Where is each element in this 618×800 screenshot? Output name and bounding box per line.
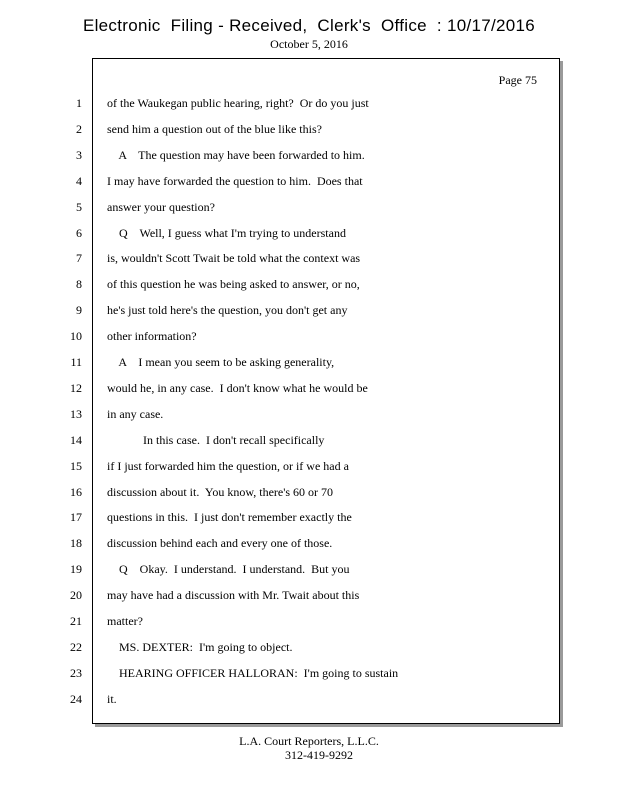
line-number-value: 11 — [70, 355, 82, 369]
transcript-date: October 5, 2016 — [270, 37, 348, 51]
page-number: Page 75 — [498, 73, 537, 87]
line-number-value: 15 — [70, 459, 82, 473]
transcript-line-text: of the Waukegan public hearing, right? Or do you just — [107, 96, 369, 110]
line-number-value: 20 — [70, 588, 82, 602]
transcript-line-text: A The question may have been forwarded to him. — [107, 148, 365, 162]
line-number-value: 17 — [70, 510, 82, 524]
transcript-line-text: it. — [107, 692, 117, 706]
line-number-value: 6 — [76, 226, 82, 240]
transcript-line-text: is, wouldn't Scott Twait be told what the context was — [107, 251, 361, 265]
line-number-value: 24 — [70, 692, 82, 706]
line-number-value: 3 — [76, 148, 82, 162]
transcript-line-text: other information? — [107, 329, 197, 343]
transcript-line-text: A I mean you seem to be asking generality, — [107, 355, 335, 369]
reporter-phone: 312-419-9292 — [285, 748, 353, 762]
transcript-line-text: MS. DEXTER: I'm going to object. — [107, 640, 293, 654]
line-number-value: 16 — [70, 485, 82, 499]
transcript-line-text: if I just forwarded him the question, or if we had a — [107, 459, 349, 473]
transcript-line-text: discussion behind each and every one of those. — [107, 536, 333, 550]
line-number-value: 14 — [70, 433, 82, 447]
line-number-value: 7 — [76, 251, 82, 265]
line-number-value: 8 — [76, 277, 82, 291]
line-number-value: 2 — [76, 122, 82, 136]
electronic-filing-stamp: Electronic Filing - Received, Clerk's Office : 10/17/2016 — [82, 16, 536, 35]
line-number-value: 22 — [70, 640, 82, 654]
line-number-value: 9 — [76, 303, 82, 317]
reporter-company: L.A. Court Reporters, L.L.C. — [239, 734, 379, 748]
line-number-value: 18 — [70, 536, 82, 550]
line-number-value: 12 — [70, 381, 82, 395]
line-number-value: 4 — [76, 174, 82, 188]
transcript-line-text: send him a question out of the blue like this? — [107, 122, 322, 136]
transcript-line-text: In this case. I don't recall specifically — [107, 433, 325, 447]
line-number-value: 10 — [70, 329, 82, 343]
transcript-line-text: Q Okay. I understand. I understand. But you — [107, 562, 350, 576]
transcript-line-text: Q Well, I guess what I'm trying to understand — [107, 226, 346, 240]
transcript-line-text: may have had a discussion with Mr. Twait about this — [107, 588, 360, 602]
line-number-value: 23 — [70, 666, 82, 680]
transcript-line-text: in any case. — [107, 407, 164, 421]
transcript-line-text: HEARING OFFICER HALLORAN: I'm going to sustain — [107, 666, 399, 680]
line-number-value: 5 — [76, 200, 82, 214]
line-number-value: 1 — [76, 96, 82, 110]
transcript-line-text: questions in this. I just don't remember exactly the — [107, 510, 352, 524]
transcript-line-text: I may have forwarded the question to him. Does that — [107, 174, 363, 188]
transcript-line-text: discussion about it. You know, there's 60 or 70 — [107, 485, 334, 499]
line-number-value: 21 — [70, 614, 82, 628]
line-number-value: 19 — [70, 562, 82, 576]
transcript-line-text: of this question he was being asked to answer, or no, — [107, 277, 360, 291]
transcript-line-text: matter? — [107, 614, 143, 628]
line-number-value: 13 — [70, 407, 82, 421]
transcript-line-text: answer your question? — [107, 200, 215, 214]
transcript-line-text: he's just told here's the question, you don't get any — [107, 303, 348, 317]
transcript-line-text: would he, in any case. I don't know what he would be — [107, 381, 368, 395]
